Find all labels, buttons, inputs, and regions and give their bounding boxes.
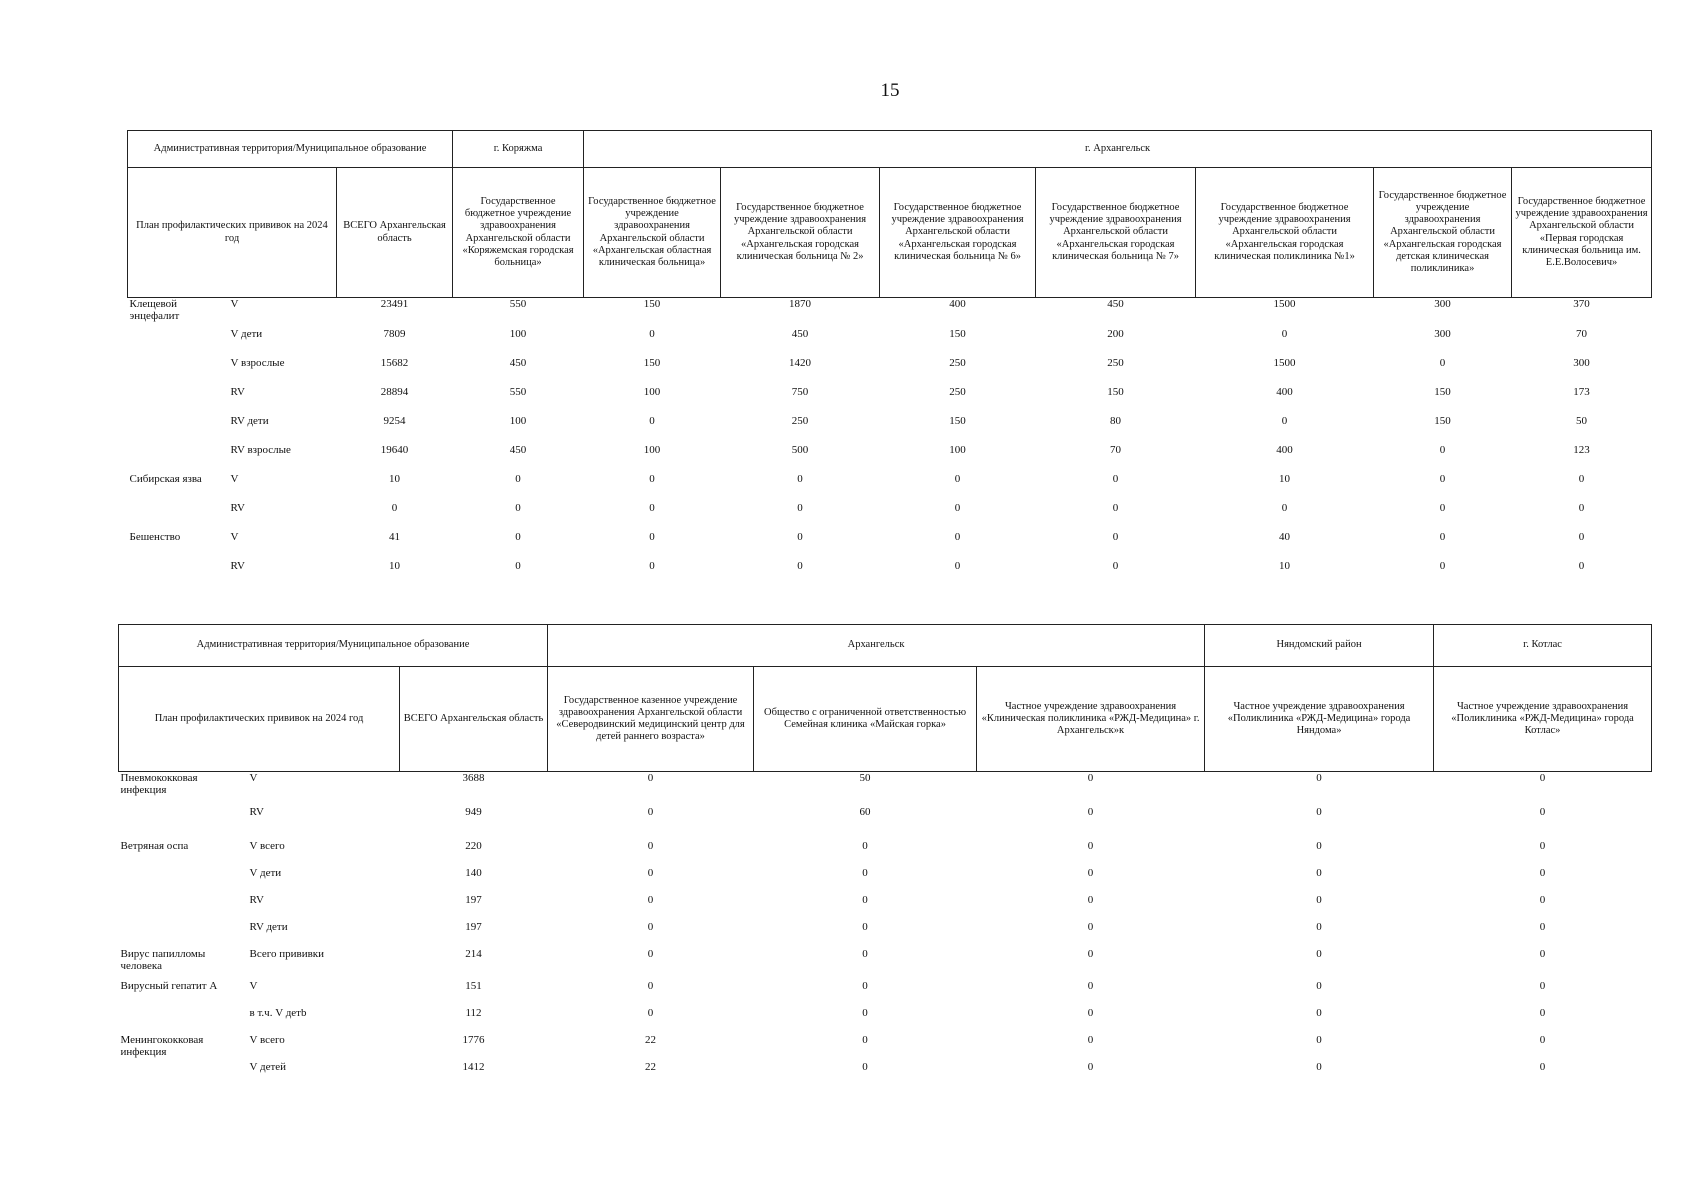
row-total: 140 xyxy=(465,866,482,879)
row-value: 0 xyxy=(1112,530,1119,543)
row-value: 370 xyxy=(1573,298,1590,310)
row-category xyxy=(128,444,223,473)
territory-header: Административная территория/Муниципальное образование xyxy=(128,131,453,168)
row-value: 550 xyxy=(509,385,527,398)
row-value: 0 xyxy=(515,559,521,572)
row-value: 0 xyxy=(647,772,654,784)
col-header: Общество с ограниченной ответственностью Семейная клиника «Майская горка» xyxy=(754,667,977,772)
row-value: 0 xyxy=(797,559,803,572)
row-total: 9254 xyxy=(383,414,406,427)
row-value: 150 xyxy=(643,356,661,369)
row-value: 0 xyxy=(1087,805,1094,818)
row-value: 0 xyxy=(1316,893,1322,906)
col-header: Государственное бюджетное учреждение здравоохранения Архангельской области «Архангельская городская детская клиническая поликлиника» xyxy=(1374,168,1512,298)
row-value: 0 xyxy=(647,947,654,960)
row-value: 0 xyxy=(1087,1006,1094,1019)
row-value: 0 xyxy=(1539,839,1546,852)
row-value: 80 xyxy=(1110,414,1122,427)
row-value: 0 xyxy=(1316,839,1322,852)
row-value: 0 xyxy=(647,839,654,852)
row-total: 41 xyxy=(389,530,401,543)
row-category: Пневмококковая инфекция xyxy=(120,772,198,797)
row-value: 1500 xyxy=(1273,298,1296,310)
area-kotlas-header: г. Котлас xyxy=(1434,625,1652,667)
row-value: 0 xyxy=(1281,501,1288,514)
row-value: 0 xyxy=(647,866,654,879)
row-value: 10 xyxy=(1279,472,1291,485)
row-category xyxy=(119,1007,242,1034)
row-category xyxy=(128,502,223,531)
table-row xyxy=(128,328,1652,357)
row-value: 22 xyxy=(645,1033,657,1046)
table-row xyxy=(128,415,1652,444)
row-value: 50 xyxy=(1576,414,1588,427)
row-total: 151 xyxy=(465,979,482,992)
col-header: Частное учреждение здравоохранения «Поликлиника «РЖД-Медицина» города Котлас» xyxy=(1434,667,1652,772)
row-value: 10 xyxy=(1279,559,1291,572)
row-value: 0 xyxy=(515,472,521,485)
row-type: V всего xyxy=(249,839,285,852)
row-value: 200 xyxy=(1107,327,1124,340)
row-type: V xyxy=(249,979,258,992)
row-value: 400 xyxy=(949,298,966,310)
row-value: 400 xyxy=(1276,385,1293,398)
row-value: 0 xyxy=(1316,1033,1322,1046)
row-value: 450 xyxy=(509,356,527,369)
row-category xyxy=(119,806,242,840)
row-type: RV xyxy=(249,893,264,906)
table-row xyxy=(119,1061,1652,1088)
row-value: 100 xyxy=(509,414,527,427)
table-row xyxy=(128,531,1652,560)
total-header: ВСЕГО Архангельская область xyxy=(400,667,548,772)
row-category xyxy=(128,560,223,589)
row-type: RV дети xyxy=(249,920,288,933)
row-total: 214 xyxy=(465,947,482,960)
row-value: 0 xyxy=(647,979,654,992)
row-total: 23491 xyxy=(380,298,409,310)
row-value: 100 xyxy=(643,385,661,398)
row-total: 10 xyxy=(389,559,401,572)
row-type: RV xyxy=(249,805,264,818)
row-value: 0 xyxy=(862,839,868,852)
row-value: 0 xyxy=(797,501,803,514)
table-row xyxy=(119,772,1652,806)
row-category xyxy=(119,867,242,894)
row-value: 0 xyxy=(797,472,803,485)
row-category xyxy=(119,921,242,948)
table-row xyxy=(128,444,1652,473)
row-value: 0 xyxy=(1087,1060,1094,1073)
row-category xyxy=(128,415,223,444)
row-total: 112 xyxy=(465,1006,482,1019)
row-type: V xyxy=(230,530,239,543)
row-value: 70 xyxy=(1576,327,1588,340)
row-category: Бешенство xyxy=(129,530,181,543)
row-value: 150 xyxy=(1434,385,1451,398)
row-value: 22 xyxy=(645,1060,657,1073)
row-value: 0 xyxy=(1439,530,1446,543)
row-category xyxy=(119,894,242,921)
row-value: 0 xyxy=(862,1006,868,1019)
row-value: 0 xyxy=(797,530,803,543)
row-value: 0 xyxy=(1316,979,1322,992)
row-type: V всего xyxy=(249,1033,285,1046)
row-value: 0 xyxy=(1439,356,1446,369)
row-value: 0 xyxy=(1087,893,1094,906)
row-value: 123 xyxy=(1573,443,1590,456)
row-value: 450 xyxy=(509,443,527,456)
row-type: V дети xyxy=(249,866,282,879)
area-arkhangelsk-header: г. Архангельск xyxy=(584,131,1652,168)
row-value: 750 xyxy=(791,385,809,398)
row-value: 0 xyxy=(1281,414,1288,427)
row-value: 0 xyxy=(1087,920,1094,933)
row-value: 250 xyxy=(791,414,809,427)
row-value: 0 xyxy=(1439,501,1446,514)
plan-header: План профилактических прививок на 2024 год xyxy=(128,168,337,298)
row-total: 1412 xyxy=(462,1060,485,1073)
row-value: 0 xyxy=(1316,1060,1322,1073)
row-value: 0 xyxy=(1439,443,1446,456)
table-row xyxy=(128,560,1652,589)
row-type: RV дети xyxy=(230,414,269,427)
table-row xyxy=(128,298,1652,328)
row-value: 0 xyxy=(1087,947,1094,960)
row-category: Сибирская язва xyxy=(129,472,202,485)
row-total: 197 xyxy=(465,920,482,933)
row-total: 19640 xyxy=(380,443,409,456)
table-row xyxy=(128,502,1652,531)
row-value: 0 xyxy=(1112,501,1119,514)
row-value: 0 xyxy=(649,530,655,543)
row-value: 100 xyxy=(509,327,527,340)
row-category: Ветряная оспа xyxy=(120,839,189,852)
territory-header: Административная территория/Муниципальное образование xyxy=(119,625,548,667)
row-value: 0 xyxy=(862,1033,868,1046)
row-value: 0 xyxy=(515,501,521,514)
row-value: 0 xyxy=(862,947,868,960)
row-value: 0 xyxy=(954,472,961,485)
row-value: 0 xyxy=(1087,772,1094,784)
row-value: 0 xyxy=(862,1060,868,1073)
row-value: 250 xyxy=(949,356,966,369)
vaccination-plan-table-2 xyxy=(118,624,1652,1088)
row-type: Всего прививки xyxy=(249,947,325,960)
table-row xyxy=(119,1007,1652,1034)
row-value: 0 xyxy=(649,559,655,572)
row-total: 10 xyxy=(389,472,401,485)
row-type: V дети xyxy=(230,327,263,340)
col-header: Государственное бюджетное учреждение здравоохранения Архангельской области «Архангельская городская клиническая больница № 2» xyxy=(721,168,880,298)
col-header: Государственное казенное учреждение здравоохранения Архангельской области «Северодвинский медицинский центр для детей раннего возраста» xyxy=(548,667,754,772)
row-type: RV xyxy=(230,559,245,572)
row-value: 0 xyxy=(1112,472,1119,485)
area-arkhangelsk-header: Архангельск xyxy=(548,625,1205,667)
row-value: 0 xyxy=(1316,920,1322,933)
row-type: RV xyxy=(230,385,245,398)
row-value: 0 xyxy=(1539,979,1546,992)
table-row xyxy=(119,921,1652,948)
row-value: 0 xyxy=(1539,893,1546,906)
row-value: 0 xyxy=(647,805,654,818)
table-row xyxy=(119,806,1652,840)
row-category: Вирус папилломы человека xyxy=(120,947,206,972)
table-row xyxy=(128,473,1652,502)
row-value: 0 xyxy=(649,472,655,485)
row-value: 0 xyxy=(1087,839,1094,852)
row-value: 550 xyxy=(509,298,527,310)
row-value: 40 xyxy=(1279,530,1291,543)
row-value: 0 xyxy=(1439,559,1446,572)
row-value: 0 xyxy=(515,530,521,543)
table-row xyxy=(119,1034,1652,1061)
row-value: 0 xyxy=(1316,772,1322,784)
row-value: 0 xyxy=(1539,772,1546,784)
row-type: V детей xyxy=(249,1060,287,1073)
row-value: 1420 xyxy=(789,356,812,369)
plan-header: План профилактических прививок на 2024 год xyxy=(119,667,400,772)
row-value: 0 xyxy=(954,501,961,514)
row-value: 250 xyxy=(949,385,966,398)
row-value: 1500 xyxy=(1273,356,1296,369)
row-value: 0 xyxy=(1281,327,1288,340)
row-category: Менингококковая инфекция xyxy=(120,1033,204,1058)
row-value: 0 xyxy=(647,1006,654,1019)
row-value: 70 xyxy=(1110,443,1122,456)
row-value: 0 xyxy=(862,979,868,992)
row-value: 450 xyxy=(791,327,809,340)
row-total: 197 xyxy=(465,893,482,906)
row-value: 0 xyxy=(1578,501,1585,514)
col-header: Государственное бюджетное учреждение здравоохранения Архангельской области «Архангельская городская клиническая поликлиника №1» xyxy=(1196,168,1374,298)
row-value: 100 xyxy=(949,443,966,456)
row-category: Вирусный гепатит А xyxy=(120,979,218,992)
row-value: 0 xyxy=(1539,947,1546,960)
row-value: 0 xyxy=(1316,805,1322,818)
row-value: 0 xyxy=(862,893,868,906)
row-category xyxy=(128,386,223,415)
col-header: Государственное бюджетное учреждение здравоохранения Архангельской области «Первая городская клиническая больница им. Е.Е.Волосевич» xyxy=(1512,168,1652,298)
row-value: 300 xyxy=(1573,356,1590,369)
row-type: V xyxy=(249,772,258,784)
col-header: Частное учреждение здравоохранения «Поликлиника «РЖД-Медицина» города Няндома» xyxy=(1205,667,1434,772)
row-value: 60 xyxy=(859,805,871,818)
row-category xyxy=(128,328,223,357)
row-total: 3688 xyxy=(462,772,485,784)
row-value: 0 xyxy=(1316,866,1322,879)
row-total: 0 xyxy=(391,501,398,514)
row-value: 500 xyxy=(791,443,809,456)
row-value: 150 xyxy=(643,298,661,310)
row-value: 0 xyxy=(1316,947,1322,960)
row-value: 173 xyxy=(1573,385,1590,398)
row-value: 0 xyxy=(1316,1006,1322,1019)
row-value: 50 xyxy=(859,772,871,784)
row-value: 0 xyxy=(1578,472,1585,485)
row-total: 15682 xyxy=(380,356,409,369)
row-value: 0 xyxy=(862,866,868,879)
row-total: 7809 xyxy=(383,327,406,340)
row-type: RV взрослые xyxy=(230,443,291,456)
total-header: ВСЕГО Архангельская область xyxy=(337,168,453,298)
row-value: 150 xyxy=(949,327,966,340)
table-row xyxy=(128,357,1652,386)
row-value: 450 xyxy=(1107,298,1124,310)
table-row xyxy=(119,894,1652,921)
row-value: 300 xyxy=(1434,327,1451,340)
row-value: 0 xyxy=(1112,559,1119,572)
row-value: 150 xyxy=(1107,385,1124,398)
row-value: 250 xyxy=(1107,356,1124,369)
row-value: 0 xyxy=(1539,866,1546,879)
row-value: 0 xyxy=(954,530,961,543)
row-type: V xyxy=(230,298,239,310)
row-value: 0 xyxy=(647,893,654,906)
row-category xyxy=(119,1061,242,1088)
col-header: Государственное бюджетное учреждение здравоохранения Архангельской области «Коряжемская городская больница» xyxy=(453,168,584,298)
row-type: V xyxy=(230,472,239,485)
row-total: 949 xyxy=(465,805,482,818)
row-value: 0 xyxy=(1539,805,1546,818)
table-row xyxy=(128,386,1652,415)
row-value: 150 xyxy=(1434,414,1451,427)
row-value: 0 xyxy=(954,559,961,572)
row-value: 400 xyxy=(1276,443,1293,456)
row-value: 0 xyxy=(1087,979,1094,992)
table-row xyxy=(119,948,1652,980)
row-value: 1870 xyxy=(789,298,812,310)
table-row xyxy=(119,980,1652,1007)
page-number: 15 xyxy=(880,80,900,101)
vaccination-plan-table-1 xyxy=(127,130,1652,589)
row-value: 0 xyxy=(649,327,655,340)
row-category: Клещевой энцефалит xyxy=(129,298,180,323)
row-value: 0 xyxy=(1539,1033,1546,1046)
row-category xyxy=(128,357,223,386)
row-value: 0 xyxy=(1539,1006,1546,1019)
row-value: 0 xyxy=(1539,920,1546,933)
row-value: 0 xyxy=(1578,530,1585,543)
row-value: 0 xyxy=(1578,559,1585,572)
row-value: 0 xyxy=(649,414,655,427)
row-value: 100 xyxy=(643,443,661,456)
row-value: 300 xyxy=(1434,298,1451,310)
row-value: 0 xyxy=(862,920,868,933)
table-row xyxy=(119,867,1652,894)
row-type: V взрослые xyxy=(230,356,285,369)
row-total: 28894 xyxy=(380,385,409,398)
area-nyandoma-header: Няндомский район xyxy=(1205,625,1434,667)
table-row xyxy=(119,840,1652,867)
row-value: 0 xyxy=(1087,866,1094,879)
col-header: Государственное бюджетное учреждение здравоохранения Архангельской области «Архангельская городская клиническая больница № 6» xyxy=(880,168,1036,298)
area-koryazhma-header: г. Коряжма xyxy=(453,131,584,168)
row-value: 0 xyxy=(1539,1060,1546,1073)
row-value: 0 xyxy=(1087,1033,1094,1046)
row-total: 1776 xyxy=(462,1033,485,1046)
row-value: 0 xyxy=(1439,472,1446,485)
col-header: Частное учреждение здравоохранения «Клиническая поликлиника «РЖД-Медицина» г. Архангельск»к xyxy=(977,667,1205,772)
col-header: Государственное бюджетное учреждение здравоохранения Архангельской области «Архангельская областная клиническая больница» xyxy=(584,168,721,298)
row-value: 0 xyxy=(647,920,654,933)
row-value: 0 xyxy=(649,501,655,514)
col-header: Государственное бюджетное учреждение здравоохранения Архангельской области «Архангельская городская клиническая больница № 7» xyxy=(1036,168,1196,298)
row-total: 220 xyxy=(465,839,482,852)
row-type: RV xyxy=(230,501,245,514)
row-value: 150 xyxy=(949,414,966,427)
row-type: в т.ч. V детb xyxy=(249,1006,307,1019)
